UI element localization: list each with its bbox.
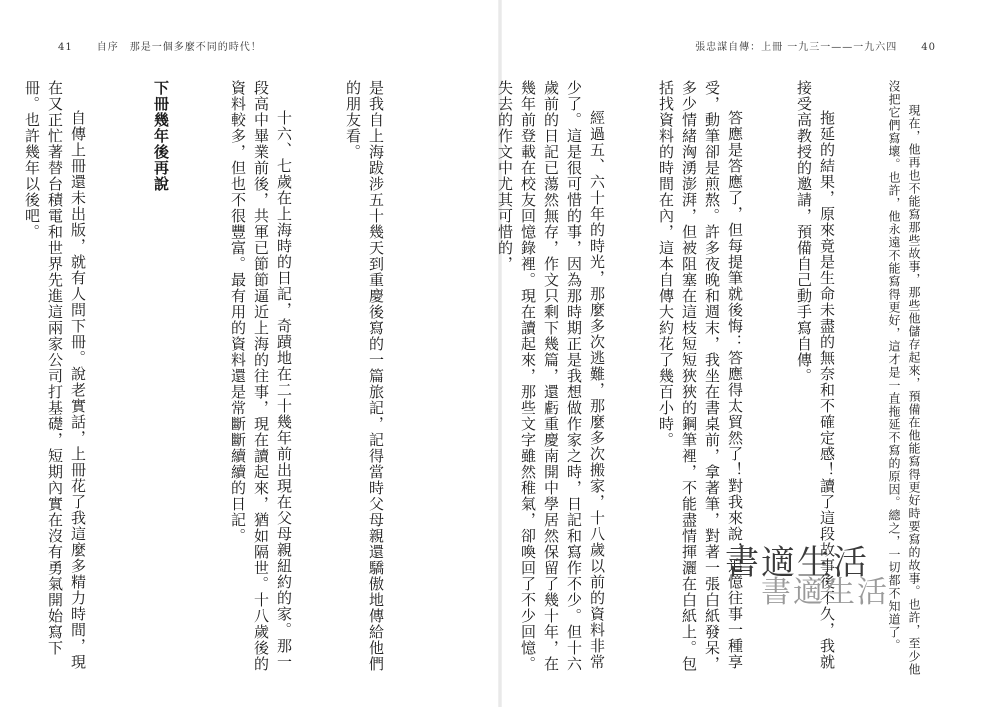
watermark-logo bbox=[725, 535, 889, 610]
right-running-title: 張忠謀自傳：上冊 一九三一——一九六四 bbox=[695, 42, 898, 53]
right-page-number: 40 bbox=[921, 42, 936, 53]
watermark-text: 書適生活 bbox=[725, 543, 869, 583]
body-paragraph: 拖延的結果，原來竟是生命未盡的無奈和不確定感！讀了這段故事後不久，我就接受高教授的邀請，預備自己動手寫自傳。 bbox=[795, 80, 836, 670]
watermark-shadow-text: 書適生活 bbox=[761, 575, 889, 610]
left-page-body bbox=[23, 80, 433, 680]
quoted-passage: 現在，他再也不能寫那些故事，那些他儲存起來，預備在他能寫得更好時要寫的故事。也許，至少他沒把它們寫壞。也許，他永遠不能寫得更好，這才是一直拖延不寫的原因。總之，一切都不知道了。 bbox=[887, 80, 921, 676]
right-page-header bbox=[695, 38, 936, 53]
left-page-header bbox=[58, 38, 262, 53]
left-page-number: 41 bbox=[58, 42, 73, 53]
body-paragraph: 十六、七歲在上海時的日記，奇蹟地在二十幾年前出現在父母親紐約的家。那一段高中畢業前後，共軍已節節逼近上海的往事，現在讀起來，猶如隔世。十八歲後的資料較多，但也不很豐富。最有用的資料還是常斷斷續續的日記。 bbox=[229, 80, 293, 672]
body-paragraph: 經過五、六十年的時光，那麼多次逃難，那麼多次搬家，十八歲以前的資料非常少了。這是很可惜的事，因為那時期正是我想做作家之時，日記和寫作不少。但十六歲前的日記已蕩然無存，作文只剩下幾篇，還虧重慶南開中學居然保留了幾十年，在幾年前登載在校友回憶錄裡。現在讀起來，那些文字雖然稚氣，卻喚回了不少回憶。失去的作文中尤其可惜的， bbox=[496, 80, 606, 672]
body-paragraph: 答應是答應了，但每提筆就後悔：答應得太貿然了！對我來說，追憶往事一種享受，動筆卻是煎熬。許多夜晚和週末，我坐在書桌前，拿著筆，對著一張白紙發呆，多少情緒洶湧澎湃，但被阻塞在這枝短短狹狹的鋼筆裡，不能盡情揮灑在白紙上。包括找資料的時間在內，這本自傳大約花了幾百小時。 bbox=[657, 80, 744, 672]
section-heading: 下冊幾年後再說 bbox=[152, 80, 170, 192]
body-paragraph: 自傳上冊還未出版，就有人問下冊。說老實話，上冊花了我這麼多精力時間，現在又正忙著替台積電和世界先進這兩家公司打基礎，短期內實在沒有勇氣開始寫下冊。也許幾年以後吧。 bbox=[23, 80, 87, 670]
body-paragraph: 是我自上海跋涉五十幾天到重慶後寫的一篇旅記，記得當時父母親還驕傲地傳給他們的朋友看。 bbox=[344, 80, 385, 672]
left-running-title: 自序 那是一個多麼不同的時代！ bbox=[96, 42, 262, 53]
